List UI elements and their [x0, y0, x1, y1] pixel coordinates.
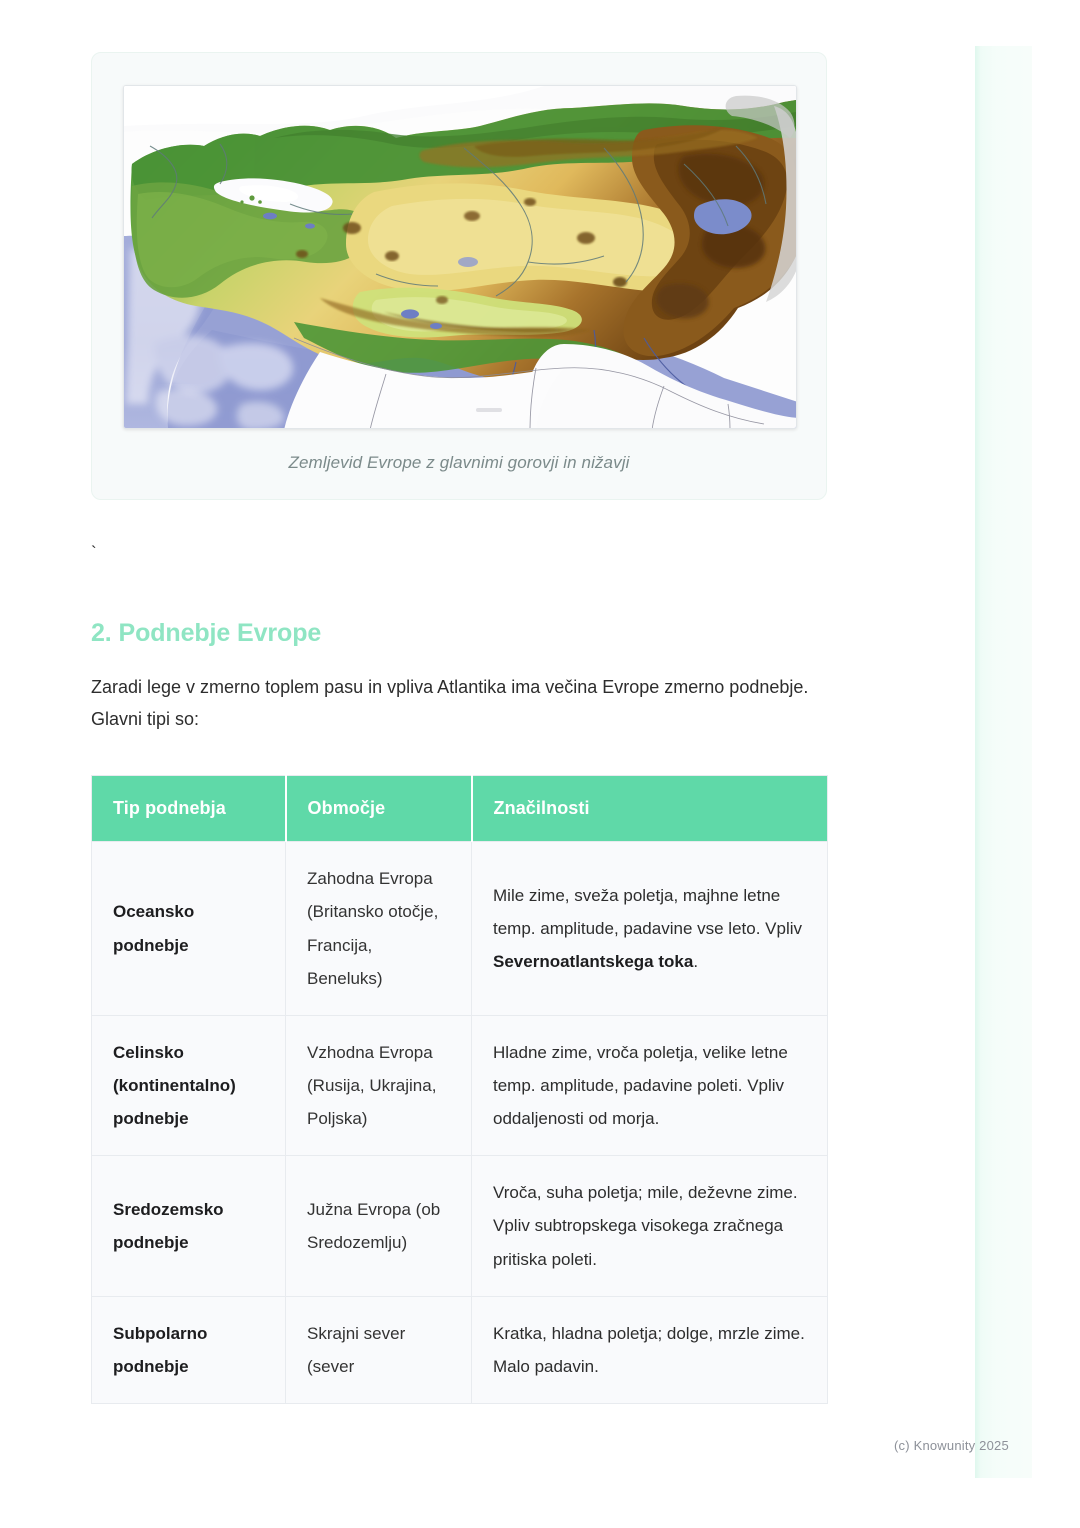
cell-climate-characteristics	[472, 842, 828, 1016]
right-edge-highlight-strip	[975, 46, 1032, 1478]
cell-climate-type: Sredozemsko podnebje	[92, 1156, 286, 1296]
copyright-watermark: (c) Knowunity 2025	[894, 1438, 1009, 1453]
cell-climate-area: Južna Evropa (ob Sredozemlju)	[286, 1156, 472, 1296]
cell-climate-characteristics	[472, 1156, 828, 1296]
table-row	[92, 1156, 828, 1296]
document-content-column	[91, 0, 827, 1404]
cell-climate-characteristics	[472, 1296, 828, 1403]
char-text-bold: Severnoatlantskega toka	[493, 952, 694, 972]
cell-climate-type: Oceansko podnebje	[92, 842, 286, 1016]
cell-climate-type: Subpolarno podnebje	[92, 1296, 286, 1403]
section-paragraph: Zaradi lege v zmerno toplem pasu in vpliva Atlantika ima večina Evrope zmerno podnebje. Glavni tipi so:	[91, 677, 809, 730]
table-row	[92, 1296, 828, 1403]
cell-climate-characteristics	[472, 1015, 828, 1155]
column-header-tip-podnebja: Tip podnebja	[92, 776, 286, 842]
column-header-obmocje: Območje	[286, 776, 472, 842]
column-header-znacilnosti: Značilnosti	[472, 776, 828, 842]
char-text-pre: Hladne zime, vroča poletja, velike letne temp. amplitude, padavine poleti. Vpliv oddaljenosti od morja.	[493, 1042, 788, 1129]
cell-climate-type: Celinsko (kontinentalno) podnebje	[92, 1015, 286, 1155]
table-row	[92, 842, 828, 1016]
char-text-post: .	[693, 952, 699, 972]
cell-climate-area: Vzhodna Evropa (Rusija, Ukrajina, Poljska)	[286, 1015, 472, 1155]
figure-card	[91, 52, 827, 500]
section-heading-podnebje-evrope: 2. Podnebje Evrope	[91, 619, 322, 647]
table-header	[92, 776, 828, 842]
relief-map-image	[123, 85, 797, 429]
stray-backtick-text: `	[91, 543, 97, 562]
table-header-row	[92, 776, 828, 842]
cell-climate-area: Zahodna Evropa (Britansko otočje, Francija, Beneluks)	[286, 842, 472, 1016]
figure-caption: Zemljevid Evrope z glavnimi gorovji in nižavji	[288, 453, 630, 472]
cell-climate-area: Skrajni sever (sever	[286, 1296, 472, 1403]
char-text-pre: Mile zime, sveža poletja, majhne letne temp. amplitude, padavine vse leto. Vpliv	[493, 885, 803, 939]
char-text-pre: Kratka, hladna poletja; dolge, mrzle zime. Malo padavin.	[493, 1323, 805, 1376]
table-body	[92, 842, 828, 1404]
char-text-pre: Vroča, suha poletja; mile, deževne zime. Vpliv subtropskega visokega zračnega pritiska poleti.	[493, 1183, 798, 1269]
table-row	[92, 1015, 828, 1155]
climate-types-table	[91, 775, 828, 1404]
